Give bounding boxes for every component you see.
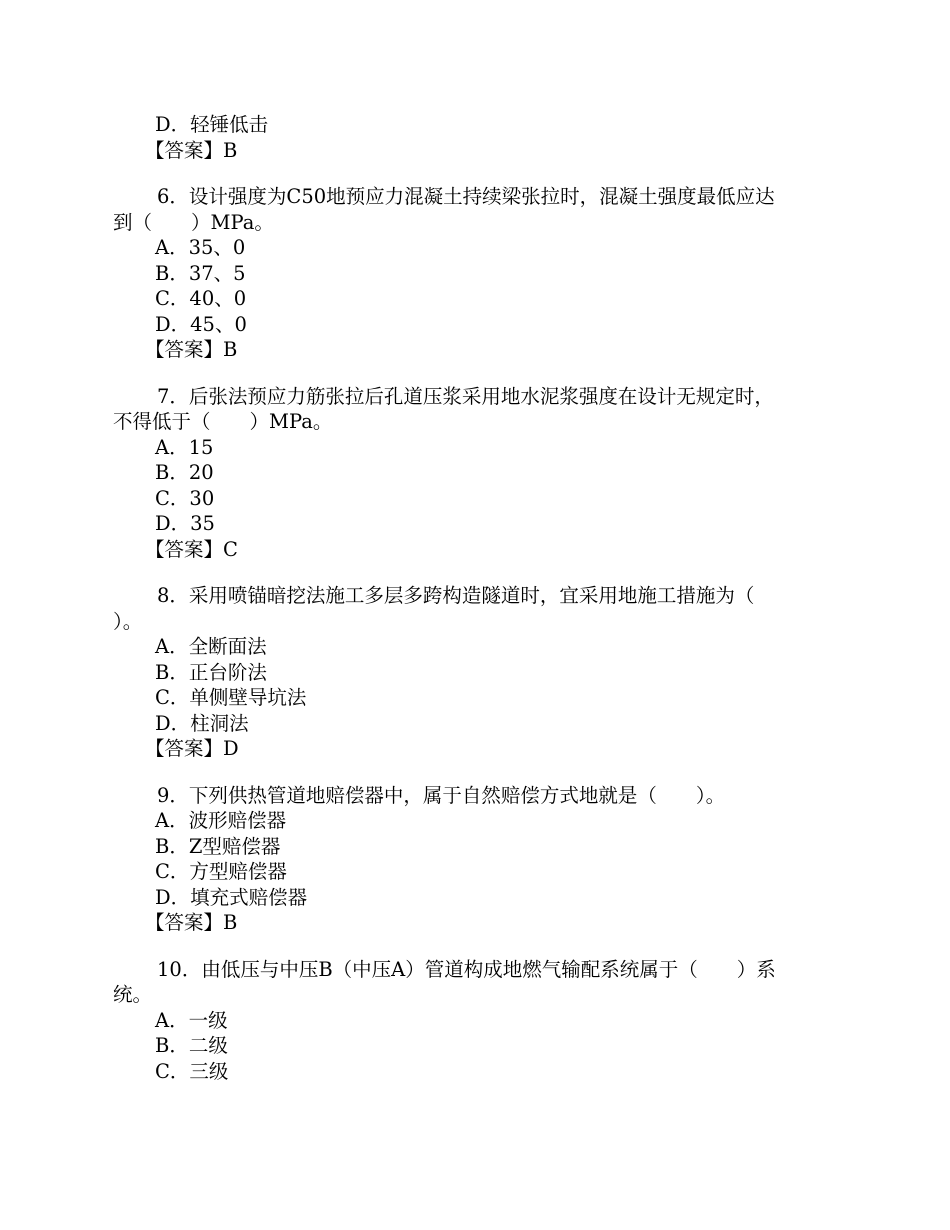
option-d: D．轻锤低击 (155, 113, 269, 136)
answer: 【答案】C (145, 537, 238, 561)
spacer (0, 936, 950, 957)
option-c: C．三级 (155, 1059, 229, 1083)
question-text: 7．后张法预应力筋张拉后孔道压浆采用地水泥浆强度在设计无规定时， (157, 384, 774, 408)
previous-question-fragment (0, 112, 950, 163)
option-c: C．单侧壁导坑法 (155, 686, 307, 709)
answer: 【答案】D (145, 737, 239, 760)
option-d: D．45、0 (155, 312, 247, 336)
question-text: 10．由低压与中压B（中压A）管道构成地燃气输配系统属于（ ）系 (157, 957, 776, 981)
answer: 【答案】B (145, 138, 238, 162)
answer: 【答案】B (145, 911, 238, 934)
question-10 (0, 957, 950, 1085)
option-a: A．15 (155, 435, 214, 459)
option-c: C．30 (155, 486, 215, 510)
option-a: A．一级 (155, 1008, 228, 1032)
question-8 (0, 583, 950, 762)
question-9 (0, 783, 950, 936)
spacer (0, 163, 950, 184)
spacer (0, 562, 950, 583)
option-b: B．二级 (155, 1034, 228, 1057)
question-7 (0, 384, 950, 563)
option-a: A．全断面法 (155, 635, 267, 658)
question-text-continued: 不得低于（ ）MPa。 (113, 410, 333, 433)
question-text-continued: ）。 (113, 609, 143, 633)
question-text-continued: 统。 (113, 983, 153, 1006)
option-a: A．波形赔偿器 (155, 809, 287, 832)
question-6 (0, 184, 950, 363)
question-text-continued: 到（ ）MPa。 (113, 210, 274, 234)
question-text: 6．设计强度为C50地预应力混凝土持续梁张拉时，混凝土强度最低应达 (157, 185, 775, 208)
option-b: B．37、5 (155, 261, 246, 285)
question-text: 9．下列供热管道地赔偿器中，属于自然赔偿方式地就是（ ）。 (157, 783, 726, 807)
spacer (0, 762, 950, 783)
option-b: B．Z型赔偿器 (155, 834, 281, 858)
option-b: B．20 (155, 461, 214, 484)
option-b: B．正台阶法 (155, 660, 267, 684)
option-d: D．35 (155, 512, 215, 535)
answer: 【答案】B (145, 338, 238, 361)
option-c: C．40、0 (155, 287, 247, 310)
option-a: A．35、0 (155, 236, 246, 259)
question-text: 8．采用喷锚暗挖法施工多层多跨构造隧道时，宜采用地施工措施为（ (157, 584, 755, 607)
spacer (0, 363, 950, 384)
document-page (0, 112, 950, 1084)
option-c: C．方型赔偿器 (155, 860, 287, 883)
option-d: D．填充式赔偿器 (155, 885, 308, 909)
option-d: D．柱洞法 (155, 711, 249, 735)
